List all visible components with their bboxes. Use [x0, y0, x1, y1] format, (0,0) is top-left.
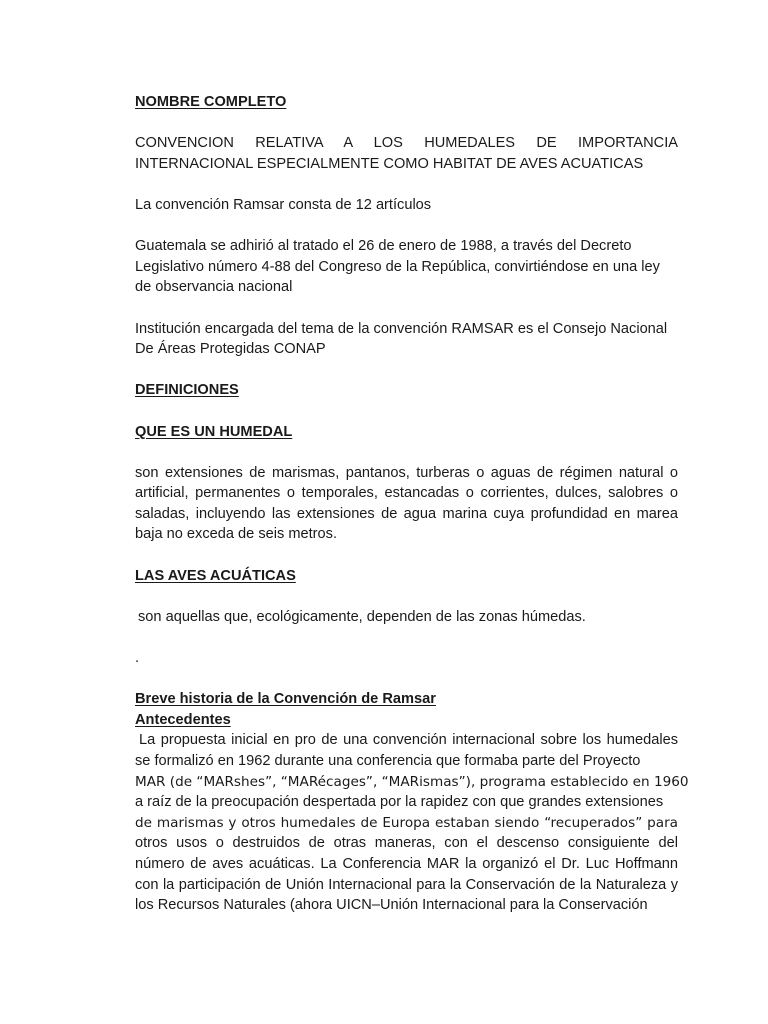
heading-aves-acuaticas: LAS AVES ACUÁTICAS: [135, 567, 296, 584]
paragraph-institucion: Institución encargada del tema de la convención RAMSAR es el Consejo Nacional De Áreas Protegidas CONAP: [135, 320, 668, 358]
paragraph-aves: son aquellas que, ecológicamente, dependen de las zonas húmedas.: [138, 608, 586, 625]
heading-nombre-completo: NOMBRE COMPLETO: [135, 94, 287, 110]
historia-line-1: La propuesta inicial en pro de una convención internacional sobre los humedales se formalizó en 1962 durante una conferencia que formaba parte del Proyecto: [135, 732, 678, 769]
historia-line-4: de marismas y otros humedales de Europa estaban siendo “recuperados” para: [135, 814, 678, 831]
paragraph-humedal: son extensiones de marismas, pantanos, turberas o aguas de régimen natural o artificial, permanentes o temporales, estancadas o corrientes, dulces, salobres o saladas, incluyendo las extensiones de agua marina cuya profundidad en marea baja no exceda de seis metros.: [135, 464, 678, 543]
document-body: [135, 92, 689, 916]
heading-definiciones: DEFINICIONES: [135, 382, 239, 399]
historia-line-5: otros usos o destruidos de otras maneras, con el descenso consiguiente del número de aves acuáticas. La Conferencia MAR la organizó el Dr. Luc Hoffmann con la participación de Unión Internacional para la Conservación de la Naturaleza y los Recursos Naturales (ahora UICN–Unión Internacional para la Conservación: [135, 835, 678, 914]
historia-line-3: a raíz de la preocupación despertada por la rapidez con que grandes extensiones: [135, 794, 664, 811]
historia-line-2: MAR (de “MARshes”, “MARécages”, “MARismas”), programa establecido en 1960: [135, 773, 689, 790]
heading-que-es-un-humedal: QUE ES UN HUMEDAL: [135, 423, 293, 440]
heading-breve-historia: Breve historia de la Convención de Ramsar: [135, 691, 436, 708]
paragraph-nombre: CONVENCION RELATIVA A LOS HUMEDALES DE IMPORTANCIA INTERNACIONAL ESPECIALMENTE COMO HABITAT DE AVES ACUATICAS: [135, 135, 678, 172]
paragraph-historia: [135, 730, 689, 915]
heading-antecedentes: Antecedentes: [135, 711, 231, 728]
paragraph-articulos: La convención Ramsar consta de 12 artículos: [135, 196, 432, 213]
paragraph-dot: .: [135, 650, 140, 667]
paragraph-guatemala: Guatemala se adhirió al tratado el 26 de enero de 1988, a través del Decreto Legislativo número 4-88 del Congreso de la República, convirtiéndose en una ley de observancia nacional: [135, 238, 660, 296]
